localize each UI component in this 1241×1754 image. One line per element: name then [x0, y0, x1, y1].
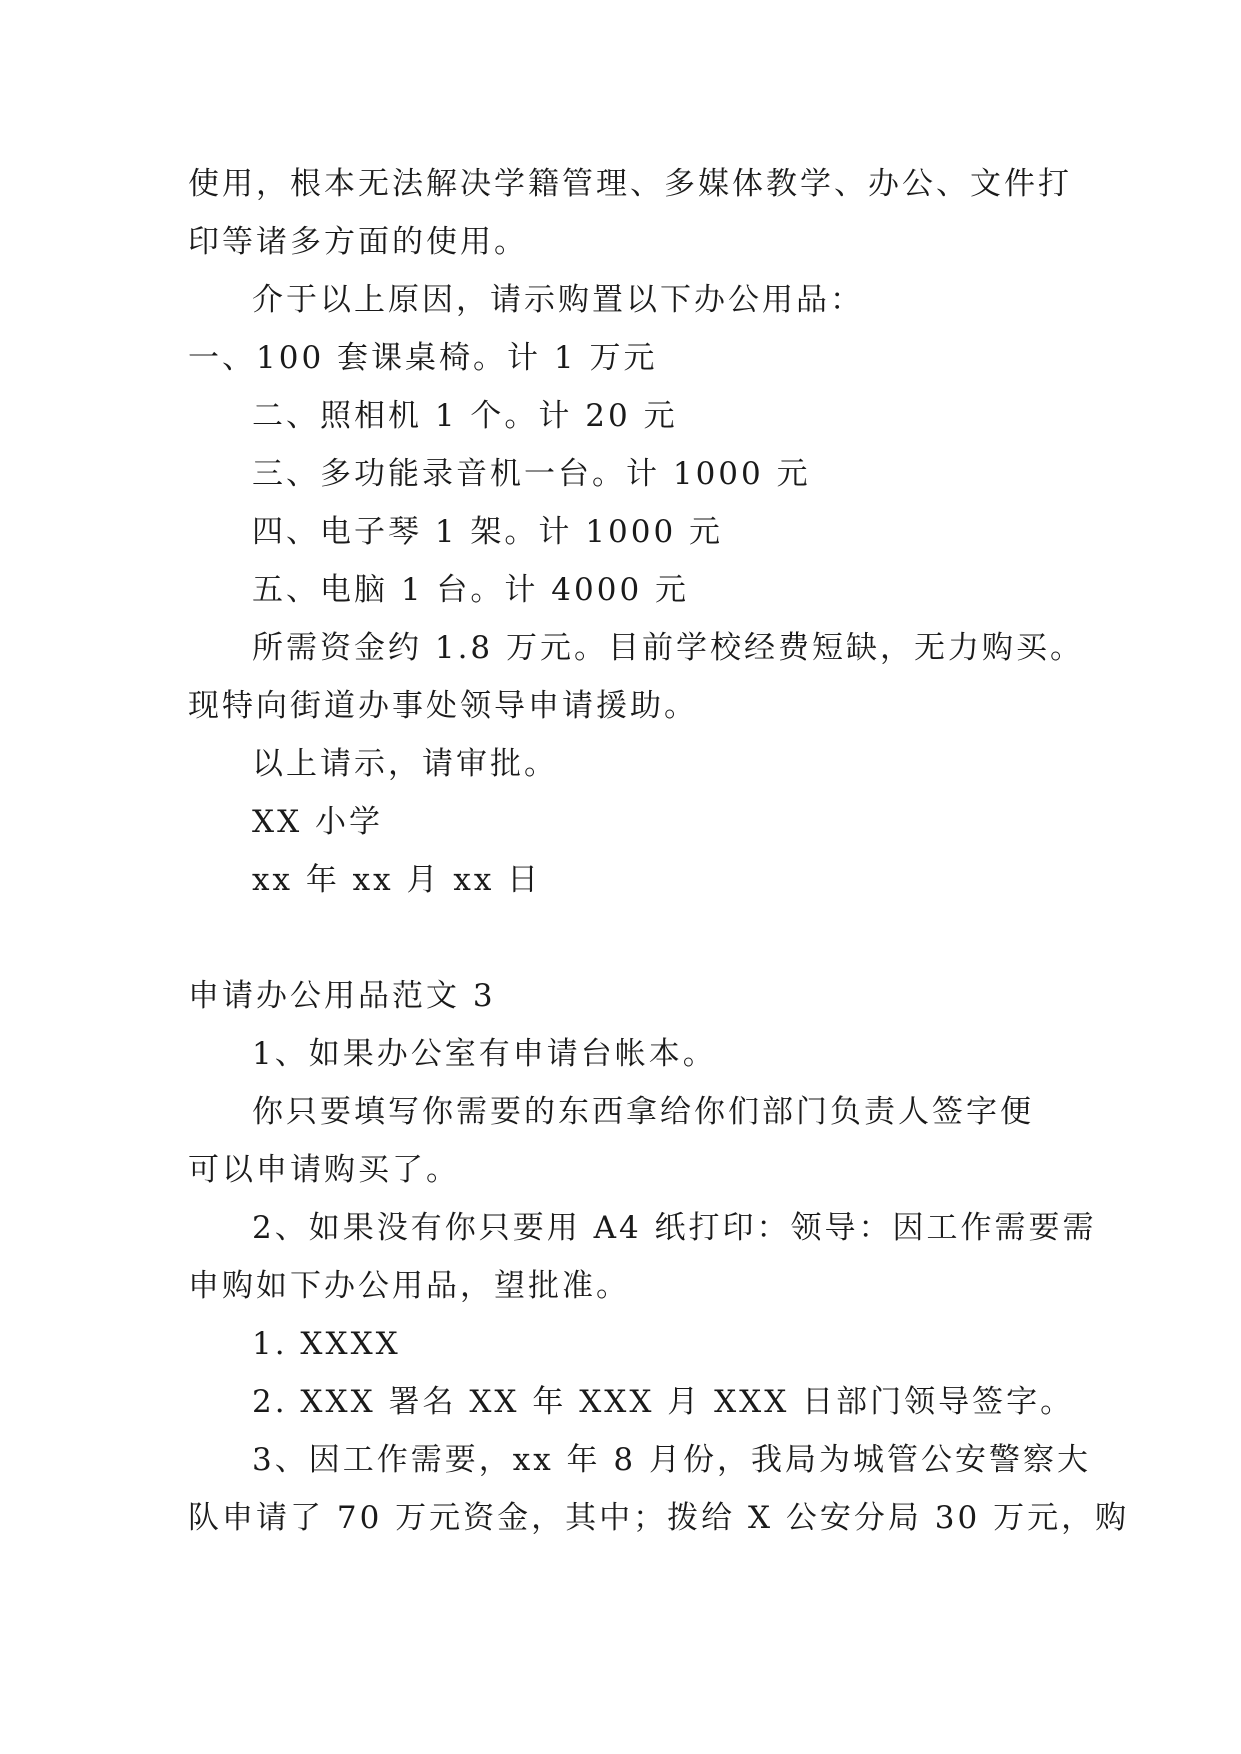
section-heading: 申请办公用品范文 3: [188, 978, 496, 1014]
body-line-closing: 以上请示，请审批。: [252, 746, 558, 782]
body-line-s3-5: 申购如下办公用品，望批准。: [188, 1268, 630, 1304]
body-line-funds: 所需资金约 1.8 万元。目前学校经费短缺，无力购买。: [252, 630, 1085, 666]
body-line-s3-6: 1. XXXX: [252, 1326, 401, 1362]
body-line-request: 现特向街道办事处领导申请援助。: [188, 688, 698, 724]
signature-date: xx 年 xx 月 xx 日: [252, 862, 542, 898]
body-line-s3-1: 1、如果办公室有申请台帐本。: [252, 1036, 717, 1072]
body-line-s3-7: 2. XXX 署名 XX 年 XXX 月 XXX 日部门领导签字。: [252, 1384, 1075, 1420]
body-line-2: 印等诸多方面的使用。: [188, 224, 528, 260]
signature-school: XX 小学: [252, 804, 383, 840]
body-line-s3-9: 队申请了 70 万元资金，其中；拨给 X 公安分局 30 万元，购: [188, 1500, 1130, 1536]
body-line-3: 介于以上原因，请示购置以下办公用品：: [252, 282, 864, 318]
body-line-s3-3: 可以申请购买了。: [188, 1152, 460, 1188]
body-line-s3-2: 你只要填写你需要的东西拿给你们部门负责人签字便: [252, 1094, 1034, 1130]
list-item-1: 一、100 套课桌椅。计 1 万元: [188, 340, 658, 376]
list-item-3: 三、多功能录音机一台。计 1000 元: [252, 456, 811, 492]
body-line-s3-4: 2、如果没有你只要用 A4 纸打印：领导：因工作需要需: [252, 1210, 1097, 1246]
list-item-5: 五、电脑 1 台。计 4000 元: [252, 572, 690, 608]
list-item-4: 四、电子琴 1 架。计 1000 元: [252, 514, 724, 550]
list-item-2: 二、照相机 1 个。计 20 元: [252, 398, 678, 434]
body-line-1: 使用，根本无法解决学籍管理、多媒体教学、办公、文件打: [188, 166, 1072, 202]
body-line-s3-8: 3、因工作需要，xx 年 8 月份，我局为城管公安警察大: [252, 1442, 1091, 1478]
